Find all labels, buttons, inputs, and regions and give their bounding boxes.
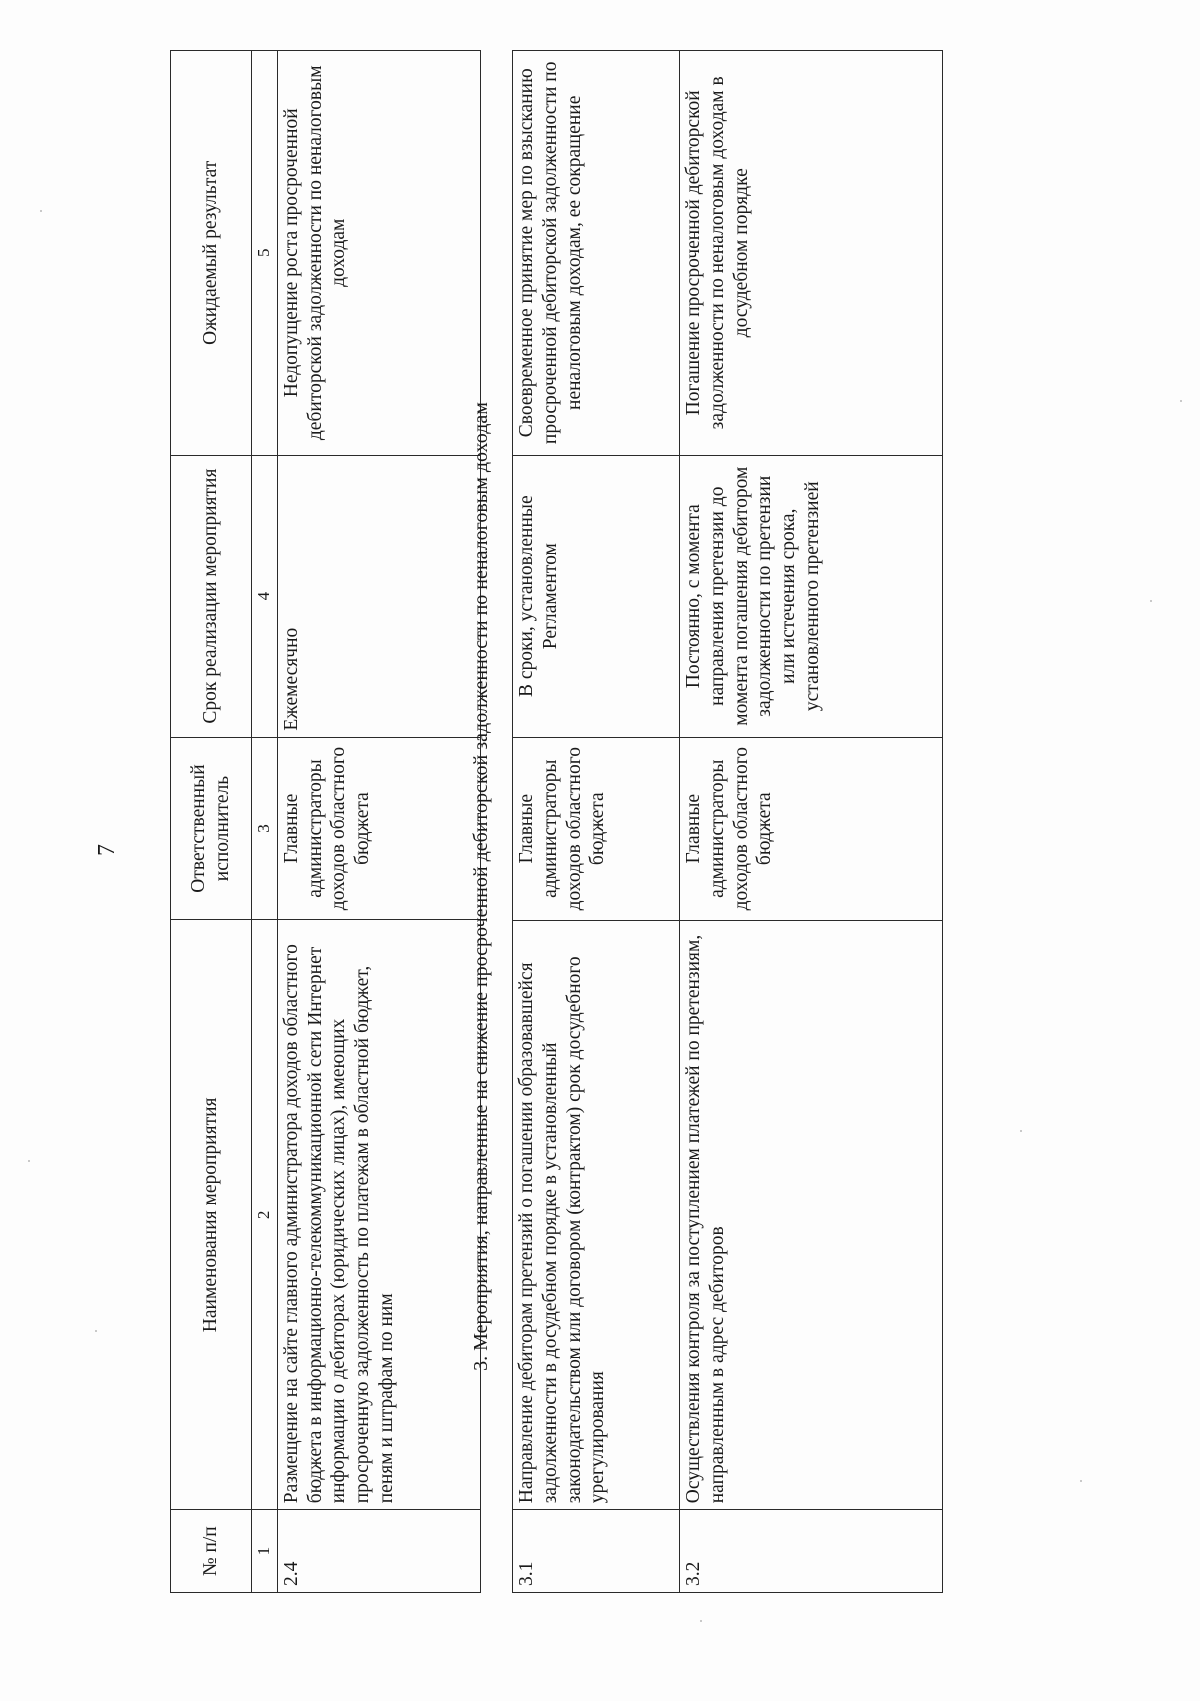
row-name: Направление дебиторам претензий о погашении образовавшейся задолженности в досудебном порядке в установленный законодательством или договором (контрактом) срок досудебного урегулирования [513,920,680,1510]
scan-speck [1180,400,1182,402]
row-name: Размещение на сайте главного администратора доходов областного бюджета в информационно-телекоммуникационной сети Интернет информации о дебиторах (юридических лицах), имеющих просроченную задолженность по платежам в областной бюджет, пеням и штрафам по ним [277,920,480,1510]
page-number: 7 [94,844,120,856]
header-executor: Ответственный исполнитель [171,737,252,920]
row-result: Недопущение роста просроченной дебиторской задолженности по неналоговым доходам [277,51,480,456]
row-result: Погашение просроченной дебиторской задолженности по неналоговым доходам в досудебном порядке [680,51,943,456]
scan-speck [28,1160,30,1162]
header-term: Срок реализации мероприятия [171,455,252,737]
column-number-row [252,51,278,1593]
column-number: 1 [252,1510,278,1593]
row-executor: Главные администраторы доходов областного бюджета [680,737,943,920]
table-row [680,51,943,1593]
row-num: 2.4 [277,1510,480,1593]
scan-speck [40,210,42,212]
row-num: 3.1 [513,1510,680,1593]
row-result: Своевременное принятие мер по взысканию просроченной дебиторской задолженности по неналоговым доходам, ее сокращение [513,51,680,456]
column-number: 4 [252,455,278,737]
measures-table-top [170,50,481,1593]
measures-table-section-3 [512,50,943,1593]
row-name: Осуществления контроля за поступлением платежей по претензиям, направленным в адрес дебиторов [680,920,943,1510]
column-number: 5 [252,51,278,456]
header-result: Ожидаемый результат [171,51,252,456]
row-executor: Главные администраторы доходов областного бюджета [513,737,680,920]
header-name: Наименования мероприятия [171,920,252,1510]
row-num: 3.2 [680,1510,943,1593]
row-term: В сроки, установленные Регламентом [513,455,680,737]
row-executor: Главные администраторы доходов областного бюджета [277,737,480,920]
section-3-heading: 3. Мероприятия, направленные на снижение просроченной дебиторской задолженности по неналоговым доходам [470,402,492,1371]
table-row [513,51,680,1593]
rotated-landscape-content [50,50,1170,1650]
row-term: Ежемесячно [277,455,480,737]
table-row [277,51,480,1593]
column-number: 2 [252,920,278,1510]
row-term: Постоянно, с момента направления претензии до момента погашения дебитором задолженности по претензии или истечения срока, установленного претензией [680,455,943,737]
header-num: № п/п [171,1510,252,1593]
column-number: 3 [252,737,278,920]
table-header-row [171,51,252,1593]
